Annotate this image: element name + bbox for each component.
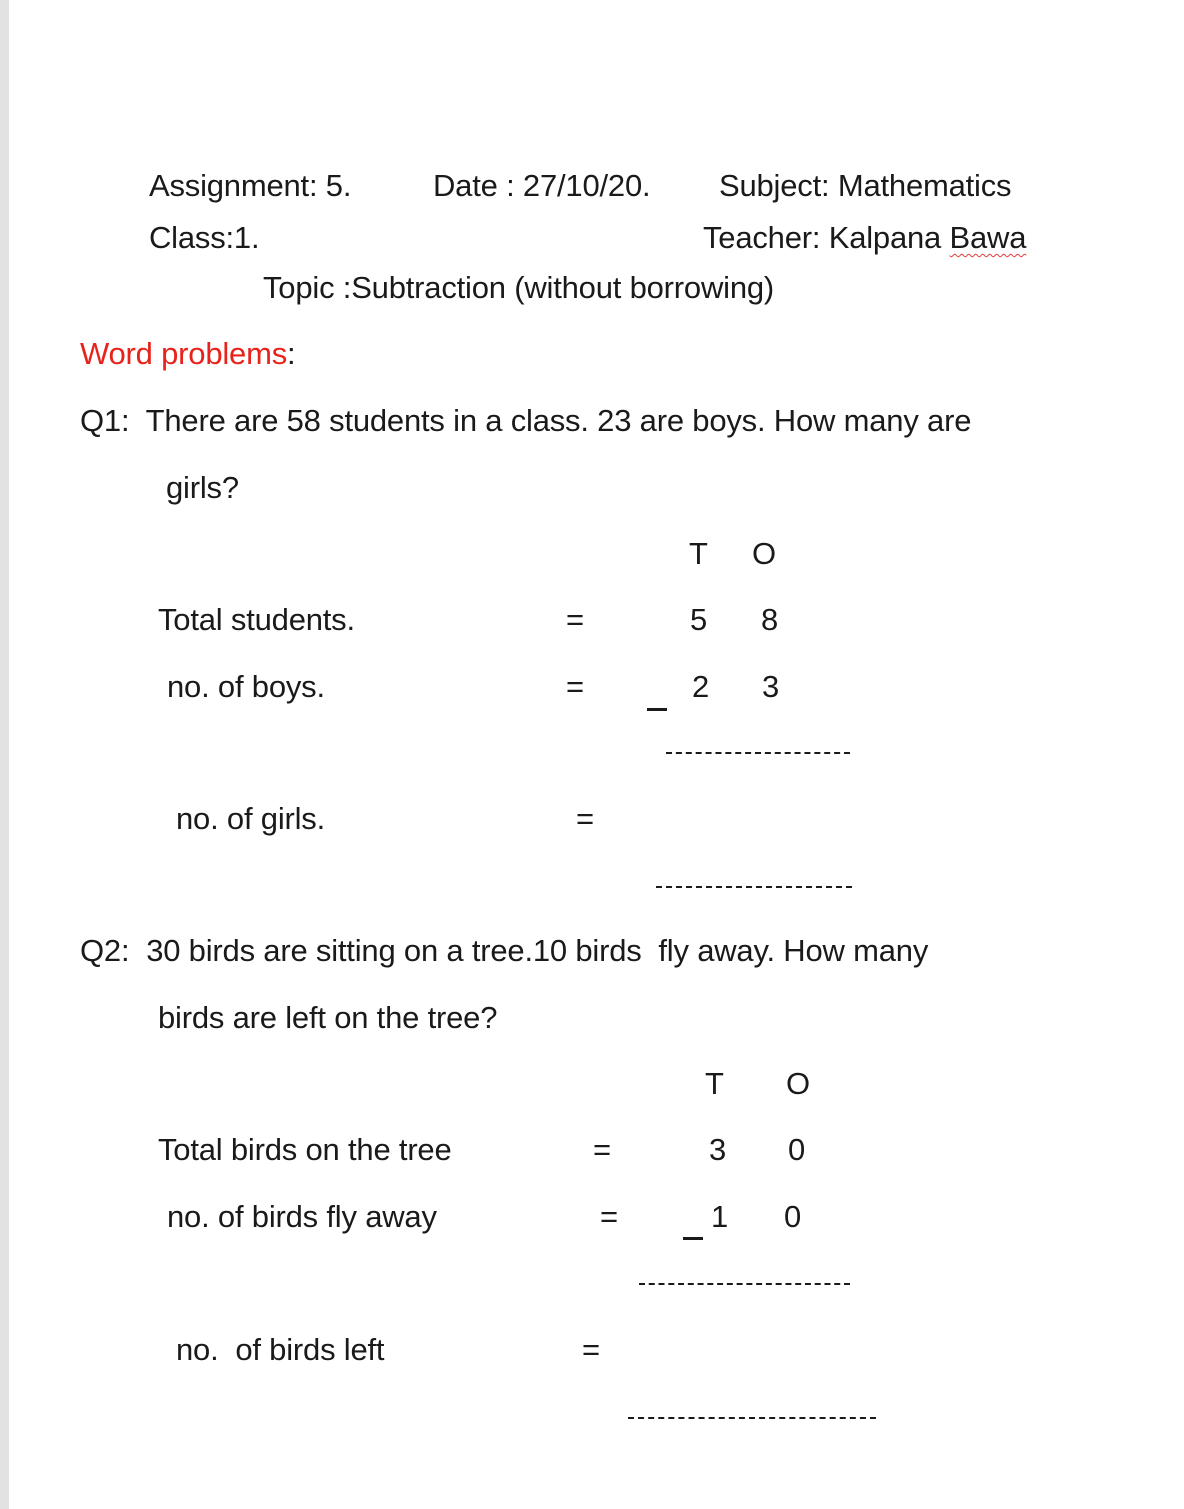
- q1-row-equals: =: [566, 602, 584, 637]
- q1-text-line1: Q1: There are 58 students in a class. 23 are boys. How many are: [80, 403, 972, 438]
- class-label: Class:1.: [149, 220, 260, 255]
- q1-row-ones: 3: [762, 669, 780, 704]
- q2-ones-header: O: [786, 1066, 810, 1101]
- q1-result-equals: =: [576, 801, 594, 836]
- q2-row-label: Total birds on the tree: [158, 1132, 452, 1167]
- q1-answer-line-bottom: [656, 886, 852, 888]
- section-heading-text: Word problems: [80, 336, 288, 371]
- page-left-edge: [0, 0, 9, 1509]
- q2-result-equals: =: [582, 1332, 600, 1367]
- q1-row-label: Total students.: [158, 602, 355, 637]
- teacher-prefix: Teacher: Kalpana: [703, 220, 950, 255]
- q2-row-label: no. of birds fly away: [167, 1199, 437, 1234]
- teacher-label: [703, 222, 1026, 253]
- q1-ones-header: O: [752, 536, 776, 571]
- q2-row-equals: =: [593, 1132, 611, 1167]
- q2-row-ones: 0: [788, 1132, 806, 1167]
- assignment-date: Date : 27/10/20.: [433, 168, 651, 203]
- q2-text-line1: Q2: 30 birds are sitting on a tree.10 birds fly away. How many: [80, 933, 929, 968]
- q2-row-equals: =: [600, 1199, 618, 1234]
- q1-row-label: no. of boys.: [167, 669, 325, 704]
- section-heading: [80, 338, 295, 369]
- q2-row-tens: 1: [711, 1199, 729, 1234]
- teacher-surname: Bawa: [949, 220, 1027, 255]
- q1-answer-line-top: [666, 752, 850, 754]
- q2-minus-sign: [683, 1237, 703, 1240]
- q1-row-tens: 5: [690, 602, 708, 637]
- q1-row-equals: =: [566, 669, 584, 704]
- topic-label: Topic :Subtraction (without borrowing): [263, 270, 775, 305]
- q1-minus-sign: [647, 708, 667, 711]
- subject-label: Subject: Mathematics: [719, 168, 1012, 203]
- q1-tens-header: T: [689, 536, 708, 571]
- assignment-number: Assignment: 5.: [149, 168, 352, 203]
- section-heading-colon: :: [287, 336, 296, 371]
- q1-row-tens: 2: [692, 669, 710, 704]
- q2-text-line2: birds are left on the tree?: [158, 1000, 498, 1035]
- q1-text-line2: girls?: [166, 470, 239, 505]
- q2-row-tens: 3: [709, 1132, 727, 1167]
- q2-tens-header: T: [705, 1066, 724, 1101]
- q2-answer-line-top: [639, 1283, 850, 1285]
- q1-result-label: no. of girls.: [176, 801, 326, 836]
- q2-result-label: no. of birds left: [176, 1332, 385, 1367]
- q2-answer-line-bottom: [628, 1417, 876, 1419]
- q2-row-ones: 0: [784, 1199, 802, 1234]
- q1-row-ones: 8: [761, 602, 779, 637]
